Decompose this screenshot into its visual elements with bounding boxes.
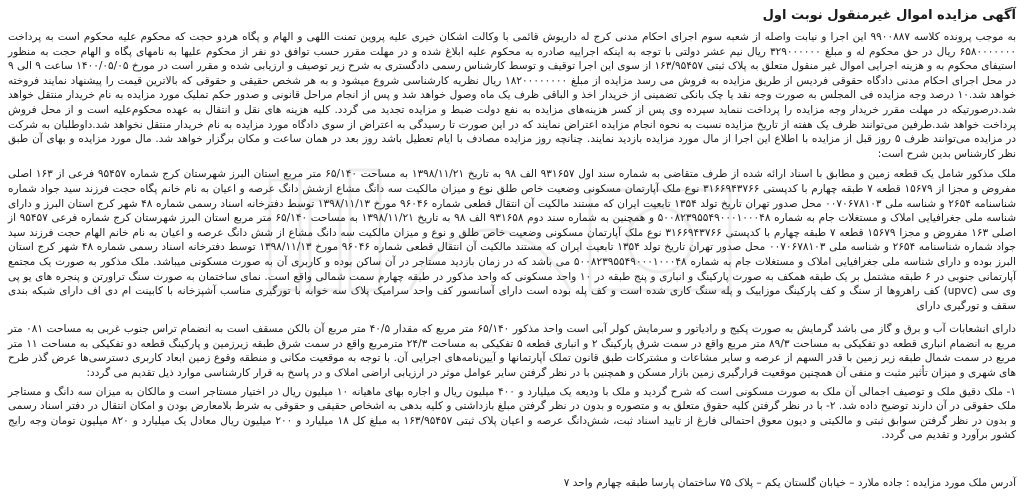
notice-paragraph-valuation: ۱- ملک دقیق ملک و توصیف اجمالی آن ملک به صورت مسکونی است که شرح گردید و ملک با ودیعه یک میلیارد و ۴۰۰ میلیون ریال و اجاره بهای ماهیانه ۱۰ میلیون ریال در اختیار مستاجر است و مالکان به میزان سه دانگ و مستاجر ملک حقوقی در آن دارند توضیح داده شد. ۲- با در نظر گرفتن کلیه حقوق متعلق به و متصوره و بدون در نظر گرفتن مبلغ بازداشتی و کلیه بدهی به اشخاص حقیقی و حقوقی به شرط بلامعارض بودن و امکان انتقال در دفتر اسناد رسمی و بدون در نظر گرفتن سوابق ثبتی و مالکیتی و دیون معوق احتمالی فارغ از تابید اسناد ثبت، شش‌دانگ عرصه و اعیان پلاک ثبتی ۱۶۳/۹۵۴۵۷ به مبلغ کل ۱۸ میلیارد و ۲۰۰ میلیون ریال معادل یک میلیارد و ۸۲۰ میلیون تومان وجه رایج کشور برآورد و تقدیم می گردد. — [8, 385, 1017, 442]
notice-title: آگهی مزایده اموال غیرمنقول نوبت اول — [762, 8, 1016, 23]
notice-paragraph-intro: به موجب پرونده کلاسه ۹۹۰۰۸۸۷ این اجرا و نیابت واصله از شعبه سوم اجرای احکام مدنی کرج له داریوش قائمی با وکالت اشکان خیری علیه پروین تمنت اللهی و الهام و پگاه هردو حجت که محکوم علیه محکوم است به پرداخت ۶۵۸۰۰۰۰۰۰۰ ریال در حق محکوم له و مبلغ ۳۲۹۰۰۰۰۰۰ ریال نیم عشر دولتی با توجه به اینکه اجراییه صادره به محکوم علیه ابلاغ شده و در مهلت مقرر حسب توافق دو نفر از محکوم علیها به نامهای پگاه و الهام حجت به منظور استیفای محکوم به و هزینه اجرایی اموال غیر منقول متعلق به پلاک ثبتی ۱۶۳/۹۵۴۵۷ از سوی این اجرا توقیف و توسط کارشناس رسمی دادگستری به شرح زیر توصیف و ارزیابی شده و مقرر است در مورخ ۱۴۰۰/۰۵/۰۵ ساعت ۹ الی ۹ در محل اجرای احکام مدنی دادگاه حقوقی فردیس از طریق مزایده به فروش می رسد مزایده از مبلغ ۱۸۲۰۰۰۰۰۰۰۰ ریال نظریه کارشناسی شروع میشود و به هر شخص حقیقی و حقوقی که بالاترین قیمت را پیشنهاد نمایند فروخته خواهد شد.۱۰ درصد وجه مزایده فی المجلس به صورت وجه نقد یا چک بانکی تضمینی از خریدار اخذ و الباقی ظرف یک ماه وصول خواهد شد و پس از انجام مراحل قانونی و صدور حکم تملیک مورد مزایده به نام خریدار منتقل خواهد شد.درصورتیکه در مهلت مقرر خریدار وجه مزایده را پرداخت ننماید سپرده وی پس از کسر هزینه‌های مزایده به نفع دولت ضبط و مزایده تجدید می گردد. کلیه هزینه های نقل و انتقال به عهده محکوم‌علیه است و از محل فروش پرداخت خواهد شد.طرفین می‌توانند ظرف یک هفته از تاریخ مزایده نسبت به نحوه انجام مزایده اعتراض نمایند که در این صورت تا رسیدگی به اعتراض از سوی دادگاه مورد مزایده به نام خریدار منتقل نخواهد شد.داوطلبان به شرکت در مزایده می‌توانند ظرف ۵ روز قبل از مزایده با اطلاع این اجرا از مال مورد مزایده بازدید نمایند. چنانچه روز مزایده مصادف با ایام تعطیل باشد روز بعد در همان ساعت و مکان برگزار خواهد شد. مال مورد مزایده و بهای آن طبق نظر کارشناس بدین شرح است: — [8, 31, 1017, 160]
property-address: آدرس ملک مورد مزایده : جاده ملارد – خیابان گلستان یکم – پلاک ۷۵ ساختمان پارسا طبقه چهارم واحد ۷ — [563, 477, 1016, 489]
notice-paragraph-utilities: دارای انشعابات آب و برق و گاز می باشد گرمایش به صورت پکیج و رادیاتور و سرمایش کولر آبی است واحد مذکور ۶۵/۱۴۰ متر مربع که مقدار ۴۰/۵ متر مربع آن بالکن مسقف است به انضمام تراس جنوب غربی به مساحت ۰۸۱ متر مربع به انضمام انباری قطعه دو تفکیکی به مساحت ۸۹/۳ متر مربع واقع در سمت شرق پارکینگ ۲ و انباری قطعه ۵ تفکیکی به مساحت ۲۴/۳ مترمربع واقع در سمت شرق طبقه زیرزمین و پارکینگ قطعه دو تفکیکی به مساحت ۱۱ متر مربع در سمت شمال طبقه زیر زمین با قدر السهم از عرصه و سایر مشاعات و مشترکات طبق قانون تملک آپارتمانها و آیین‌نامه‌های اجرایی آن. با توجه به موقعیت مکانی و منطقه وقوع زمین ابعاد کاربری دسترسی‌ها عرض گذر طرح های شهری و میزان تأثیر مثبت و منفی آن همچنین موقعیت قرارگیری زمین بازار مسکن و همچنین با در نظر گرفتن سایر عوامل موثر در ارزیابی اراضی املاک و در پاسخ به قرار کارشناسی موارد ذیل تقدیم می گردد: — [8, 323, 1016, 380]
notice-paragraph-property: ملک مذکور شامل یک قطعه زمین و مطابق با اسناد ارائه شده از طرف متقاضی به شماره سند اول ۹۳۱۶۵۷ الف ۹۸ به تاریخ ۱۳۹۸/۱۱/۲۱ به مساحت ۶۵/۱۴۰ متر مربع استان البرز شهرستان کرج شماره ۹۵۴۵۷ فرعی از ۱۶۳ اصلی مفروض و مجزا از ۱۵۶۷۹ قطعه ۷ طبقه چهارم با کدپستی ۳۱۶۶۹۴۳۷۶۶ نوع ملک آپارتمان مسکونی وضعیت خاص طلق نوع و میزان مالکیت سه دانگ مشاع ازشش دانگ عرصه و اعیان به نام خانم پگاه حجت فرزند سید جواد شماره شناسنامه ۲۶۵۴ و شناسه ملی ۰۰۷۰۶۷۸۱۰۳ محل صدور تهران تاریخ تولد ۱۳۵۴ تابعیت ایران که مستند مالکیت آن انتقال قطعی شماره ۹۶۰۴۶ مورخ ۱۳۹۸/۱۱/۱۳ توسط دفترخانه اسناد رسمی شماره ۴۸ شهر کرج استان البرز و دارای شناسه ملی جغرافیایی املاک و مستغلات جام به شماره ۵۰۰۸۲۳۹۵۵۴۹۰۰۰۱۰۰۰۴۸ و همچنین به شماره سند دوم ۹۳۱۶۵۸ الف ۹۸ به تاریخ ۱۳۹۸/۱۱/۲۱ به مساحت ۶۵/۱۴۰ متر مربع استان البرز شهرستان کرج شماره فرعی ۹۵۴۵۷ از اصلی ۱۶۳ مفروض و مجزا ۱۵۶۷۹ قطعه ۷ طبقه چهارم با کدپستی ۳۱۶۶۹۴۳۷۶۶ نوع ملک آپارتمان مسکونی وضعیت خاص طلق و نوع و میزان مالکیت سه دانگ مشاع از شش دانگ عرصه و اعیان به نام خانم الهام حجت فرزند سید جواد شماره شناسنامه ۲۶۵۴ و شناسه ملی ۰۰۷۰۶۷۸۱۰۳ محل صدور تهران تاریخ تولد ۱۳۵۴ تابعیت ایران که مستند مالکیت آن انتقال قطعی شماره ۹۶۰۴۶ مورخ ۱۳۹۸/۱۱/۱۳ توسط دفترخانه اسناد رسمی شماره ۴۸ شهر کرج استان البرز بوده و دارای شناسه ملی جغرافیایی املاک و مستغلات جام به شماره ۵۰۰۸۲۳۹۵۵۴۹۰۰۰۱۰۰۰۴۸ می باشد که در زمان بازدید مستاجر در آن ساکن بوده و کاربری آن به صورت مسکونی میباشد. ملک مذکور به صورت یک مجتمع آپارتمانی جنوبی در ۶ طبقه مشتمل بر یک طبقه همکف به صورت پارکینگ و انباری و پنج طبقه در ۱۰ واحد مسکونی که واحد مذکور در طبقه چهارم سمت شمالی واقع است. نمای ساختمان به صورت سنگ تراورتن و پنجره های یو پی وی سی (upvc) کف راهروها از سنگ و کف پارکینگ موزاییک و پله سنگ کاری شده است و کف پله بوده است دارای آسانسور کف واحد سرامیک پلاک سه خوابه با تورگیری مناسب آشپزخانه با کابینت ام دی اف دارای شبکه بندی سقف و تورگیری دارای — [8, 168, 1016, 312]
